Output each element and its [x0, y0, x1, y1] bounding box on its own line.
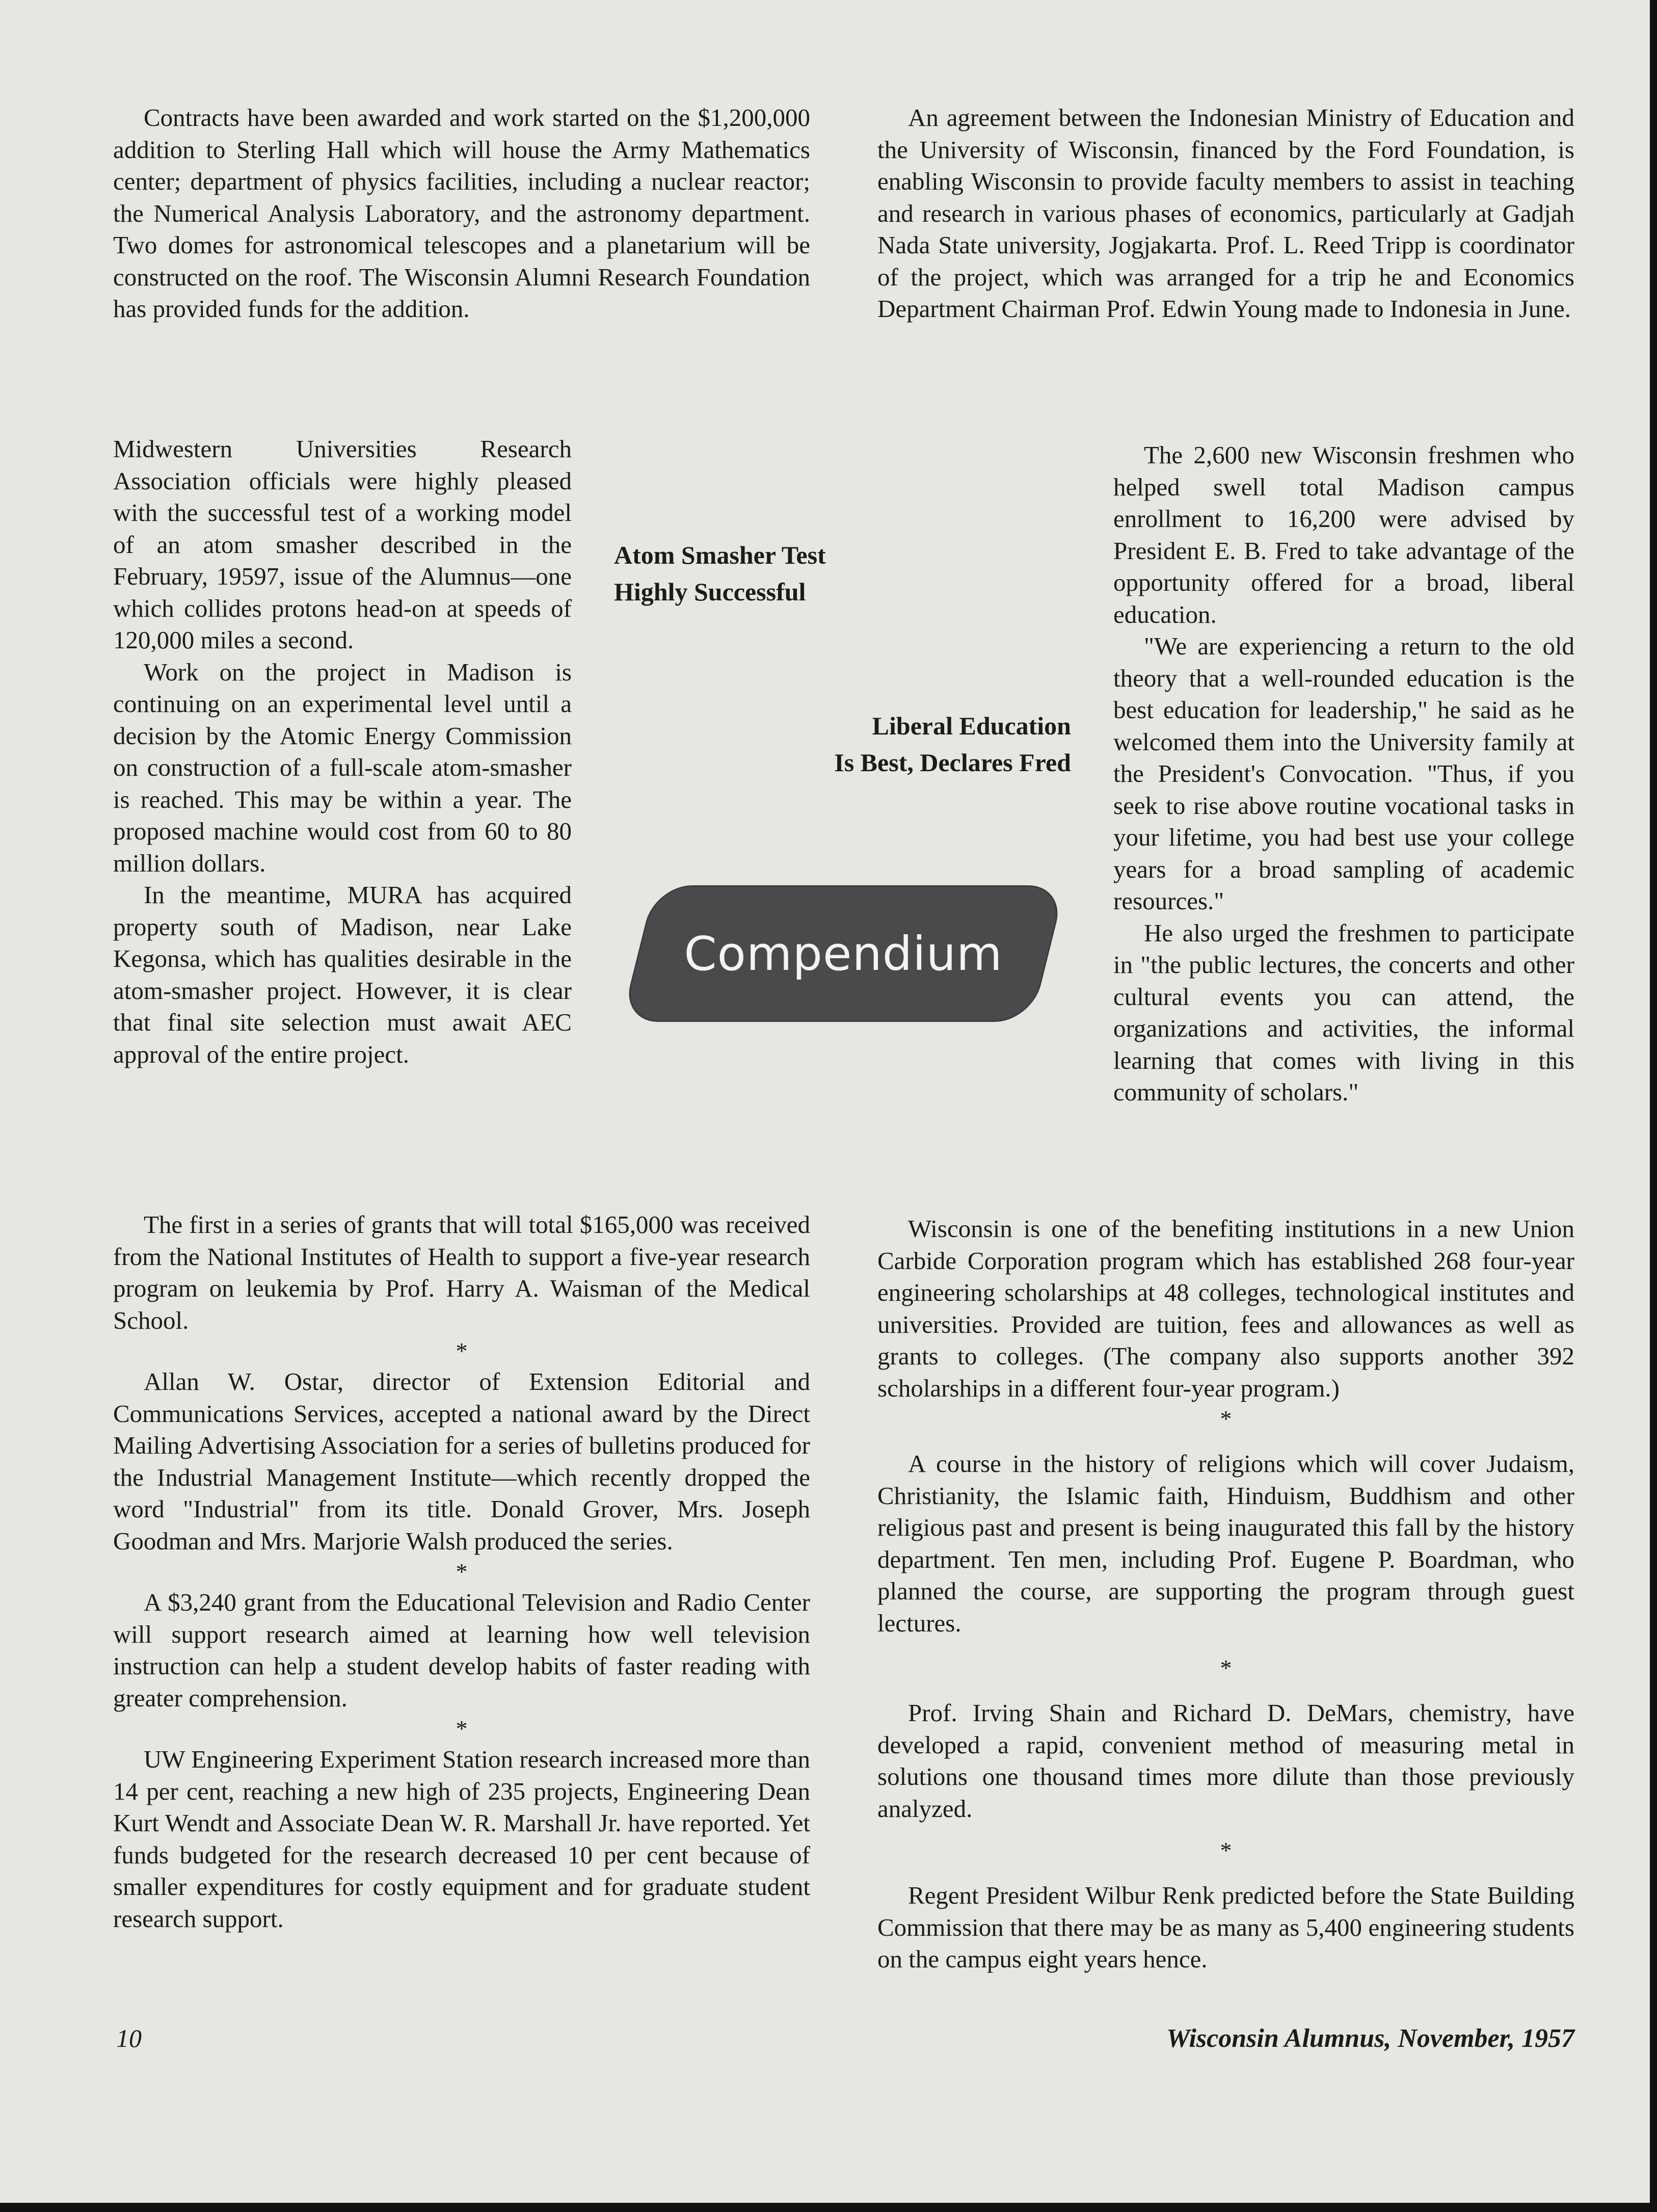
- atom-smasher-paragraph: Work on the project in Madison is continuing on an experimental level until a decision by the Atomic Energy Commission on construction of a full-scale atom-smasher is reached. This may be within a year. The proposed machine would cost from 60 to 80 million dollars.: [113, 657, 572, 877]
- news-brief-union-carbide: Wisconsin is one of the benefiting institutions in a new Union Carbide Corporation program which has established 268 four-year engineering scholarships at 48 colleges, technological institutes and universities. Provided are tuition, fees and allowances as well as grants to colleges. (The company also supports another 392 scholarships in a different four-year program.): [877, 1215, 1574, 1402]
- news-brief-leukemia: The first in a series of grants that will total $165,000 was received from the National Institutes of Health to support a five-year research program on leukemia by Prof. Harry A. Waisman of the Medical School.: [113, 1210, 810, 1334]
- atom-smasher-article: [113, 433, 572, 1070]
- liberal-education-headline: [713, 707, 1071, 781]
- liberal-education-paragraph: The 2,600 new Wisconsin freshmen who helped swell total Madison campus enrollment to 16,200 were advised by President E. B. Fred to take advantage of the opportunity offered for a broad, liberal education.: [1113, 441, 1574, 628]
- liberal-education-headline-line: Liberal Education: [872, 712, 1071, 740]
- news-briefs-left: [113, 1209, 810, 1935]
- separator-asterisk: *: [1220, 1837, 1232, 1863]
- news-brief-religions-course: A course in the history of religions which will cover Judaism, Christianity, the Islamic faith, Hinduism, Buddhism and other religious past and present is being inaugurated this fall by the history department. Ten men, including Prof. Eugene P. Boardman, who planned the course, are supporting the program through guest lectures.: [877, 1450, 1574, 1637]
- news-brief-engineering-station: UW Engineering Experiment Station research increased more than 14 per cent, reaching a new high of 235 projects, Engineering Dean Kurt Wendt and Associate Dean W. R. Marshall Jr. have reported. Yet funds budgeted for the research decreased 10 per cent because of smaller expenditures for costly equipment and for graduate student research support.: [113, 1745, 810, 1933]
- indonesia-agreement-text: An agreement between the Indonesian Ministry of Education and the University of Wisconsin, financed by the Ford Foundation, is enabling Wisconsin to provide faculty members to assist in teaching and research in various phases of economics, particularly at Gadjah Nada State university, Jogjakarta. Prof. L. Reed Tripp is coordinator of the project, which was arranged for a trip he and Economics Department Chairman Prof. Edwin Young made to Indonesia in June.: [877, 103, 1574, 323]
- separator-asterisk: *: [456, 1716, 468, 1742]
- liberal-education-article: [1113, 439, 1574, 1109]
- publication-footer: Wisconsin Alumnus, November, 1957: [1166, 2024, 1574, 2053]
- atom-smasher-headline-line: Atom Smasher Test: [614, 541, 826, 569]
- sterling-hall-text: Contracts have been awarded and work started on the $1,200,000 addition to Sterling Hall which will house the Army Mathematics center; department of physics facilities, including a nuclear reactor; the Numerical Analysis Laboratory, and the astronomy department. Two domes for astronomical telescopes and a planetarium will be constructed on the roof. The Wisconsin Alumni Research Foundation has provided funds for the addition.: [113, 103, 810, 323]
- atom-smasher-headline: [614, 537, 826, 610]
- liberal-education-paragraph: "We are experiencing a return to the old theory that a well-rounded education is the best education for leadership," he said as he welcomed them into the University family at the President's Convocation. "Thus, if you seek to rise above routine vocational tasks in your lifetime, you had best use your college years for a broad sampling of academic resources.": [1113, 632, 1574, 915]
- liberal-education-headline-line: Is Best, Declares Fred: [834, 748, 1071, 777]
- news-briefs-right: [877, 1213, 1574, 1976]
- compendium-badge-label: Compendium: [684, 926, 1003, 981]
- sterling-hall-article: [113, 102, 810, 325]
- page-edge-bottom: [0, 2203, 1657, 2212]
- atom-smasher-headline-line: Highly Successful: [614, 577, 806, 606]
- atom-smasher-paragraph: Midwestern Universities Research Association officials were highly pleased with the successful test of a working model of an atom smasher described in the February, 19597, issue of the Alumnus—one which collides protons head-on at speeds of 120,000 miles a second.: [113, 435, 572, 654]
- news-brief-ostar: Allan W. Ostar, director of Extension Editorial and Communications Services, accepted a national award by the Direct Mailing Advertising Association for a series of bulletins produced for the Industrial Management Institute—which recently dropped the word "Industrial" from its title. Donald Grover, Mrs. Joseph Goodman and Mrs. Marjorie Walsh produced the series.: [113, 1367, 810, 1555]
- news-brief-chemistry-method: Prof. Irving Shain and Richard D. DeMars, chemistry, have developed a rapid, convenient method of measuring metal in solutions one thousand times more dilute than those previously analyzed.: [877, 1699, 1574, 1823]
- news-brief-tv-grant: A $3,240 grant from the Educational Television and Radio Center will support research aimed at learning how well television instruction can help a student develop habits of faster reading with greater comprehension.: [113, 1588, 810, 1712]
- page-number: 10: [116, 2024, 142, 2052]
- separator-asterisk: *: [456, 1338, 468, 1364]
- news-brief-engineering-students: Regent President Wilbur Renk predicted before the State Building Commission that there may be as many as 5,400 engineering students on the campus eight years hence.: [877, 1881, 1574, 1973]
- page-edge-right: [1650, 0, 1657, 2212]
- separator-asterisk: *: [1220, 1406, 1232, 1432]
- liberal-education-paragraph: He also urged the freshmen to participate in "the public lectures, the concerts and other cultural events you can attend, the organizations and activities, the informal learning that comes with living in this community of scholars.": [1113, 918, 1574, 1106]
- atom-smasher-paragraph: In the meantime, MURA has acquired property south of Madison, near Lake Kegonsa, which has qualities desirable in the atom-smasher project. However, it is clear that final site selection must await AEC approval of the entire project.: [113, 881, 572, 1068]
- indonesia-agreement-article: [877, 102, 1574, 325]
- separator-asterisk: *: [1220, 1655, 1232, 1681]
- separator-asterisk: *: [456, 1559, 468, 1585]
